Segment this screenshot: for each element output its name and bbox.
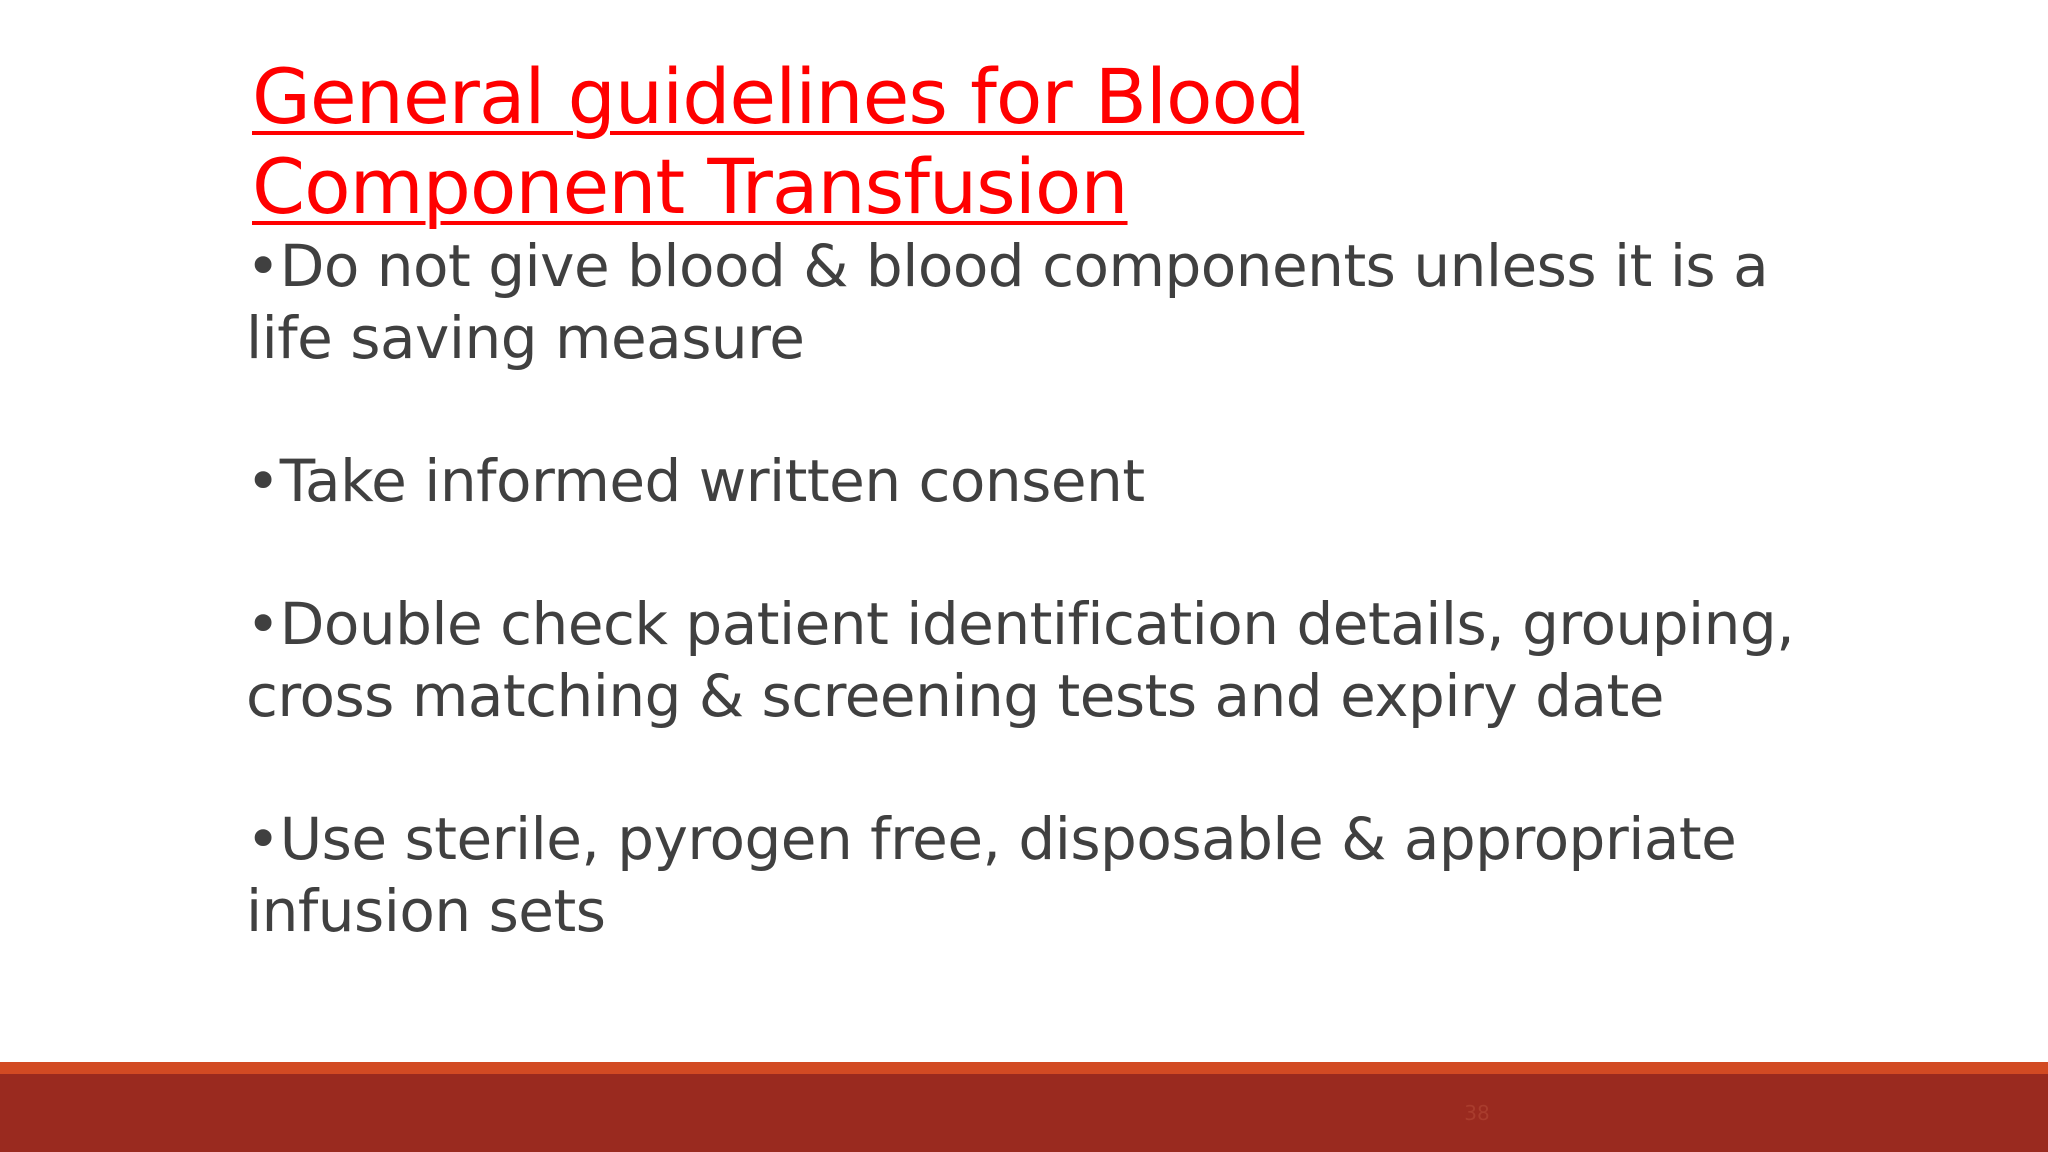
guideline-bullet-consent: •Take informed written consent	[246, 447, 1145, 515]
slide-title: General guidelines for Blood Component Transfusion	[252, 52, 1305, 231]
footer-accent-strip	[0, 1062, 2048, 1074]
guideline-bullet-life-saving: •Do not give blood & blood components unless it is a life saving measure	[246, 232, 1769, 372]
footer-bar	[0, 1074, 2048, 1152]
guideline-bullet-infusion-sets: •Use sterile, pyrogen free, disposable & appropriate infusion sets	[246, 805, 1737, 945]
page-number: 38	[1464, 1101, 1490, 1125]
guideline-bullet-double-check: •Double check patient identification details, grouping, cross matching & screening tests and expiry date	[246, 590, 1795, 730]
guideline-list	[246, 230, 1846, 1018]
